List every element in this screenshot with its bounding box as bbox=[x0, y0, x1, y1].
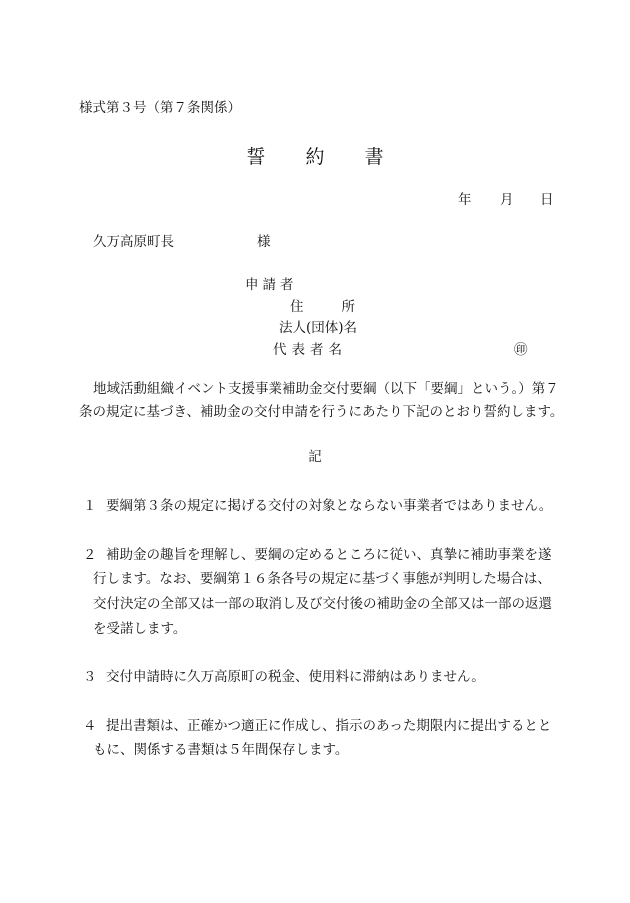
document-title bbox=[0, 148, 630, 167]
date-month-label: 月 bbox=[500, 192, 514, 208]
item-number: ２ bbox=[83, 547, 97, 563]
form-label: 様式第３号（第７条関係） bbox=[79, 100, 241, 116]
address-label bbox=[290, 301, 355, 315]
item-text: 提出書類は、正確かつ適正に作成し、指示のあった期限内に提出するとと bbox=[106, 718, 552, 734]
item-text: 行します。なお、要綱第１６条各号の規定に基づく事態が判明した場合は、 bbox=[93, 571, 551, 587]
title-char: 書 bbox=[364, 146, 384, 168]
intro-line: 条の規定に基づき、補助金の交付申請を行うにあたり下記のとおり誓約します。 bbox=[79, 404, 564, 420]
item-text: を受諾します。 bbox=[93, 621, 187, 637]
recipient-name: 久万高原町長 bbox=[93, 234, 174, 250]
item-text: もに、関係する書類は５年間保存します。 bbox=[93, 742, 349, 758]
item-text: 要綱第３条の規定に掲げる交付の対象とならない事業者ではありません。 bbox=[106, 498, 553, 514]
title-char: 誓 bbox=[246, 146, 266, 168]
seal-mark: ㊞ bbox=[514, 342, 528, 358]
applicant-label: 申請者 bbox=[245, 277, 298, 293]
date-day-label: 日 bbox=[540, 192, 554, 208]
intro-line: 地域活動組織イベント支援事業補助金交付要綱（以下「要綱」という。）第７ bbox=[93, 381, 559, 397]
address-label-char: 住 bbox=[290, 299, 304, 315]
item-number: ４ bbox=[83, 718, 97, 734]
corporation-label: 法人(団体)名 bbox=[279, 320, 358, 336]
recipient-honorific: 様 bbox=[257, 234, 271, 250]
date-year-label: 年 bbox=[458, 192, 472, 208]
item-number: １ bbox=[83, 498, 97, 514]
item-number: ３ bbox=[83, 669, 97, 685]
representative-label: 代表者名 bbox=[273, 342, 347, 358]
address-label-char: 所 bbox=[341, 299, 355, 315]
title-char: 約 bbox=[305, 146, 325, 168]
item-text: 交付決定の全部又は一部の取消し及び交付後の補助金の全部又は一部の返還 bbox=[93, 596, 552, 612]
ki-heading: 記 bbox=[308, 449, 322, 465]
item-text: 補助金の趣旨を理解し、要綱の定めるところに従い、真摯に補助事業を遂 bbox=[106, 547, 552, 563]
item-text: 交付申請時に久万高原町の税金、使用料に滞納はありません。 bbox=[106, 669, 485, 685]
